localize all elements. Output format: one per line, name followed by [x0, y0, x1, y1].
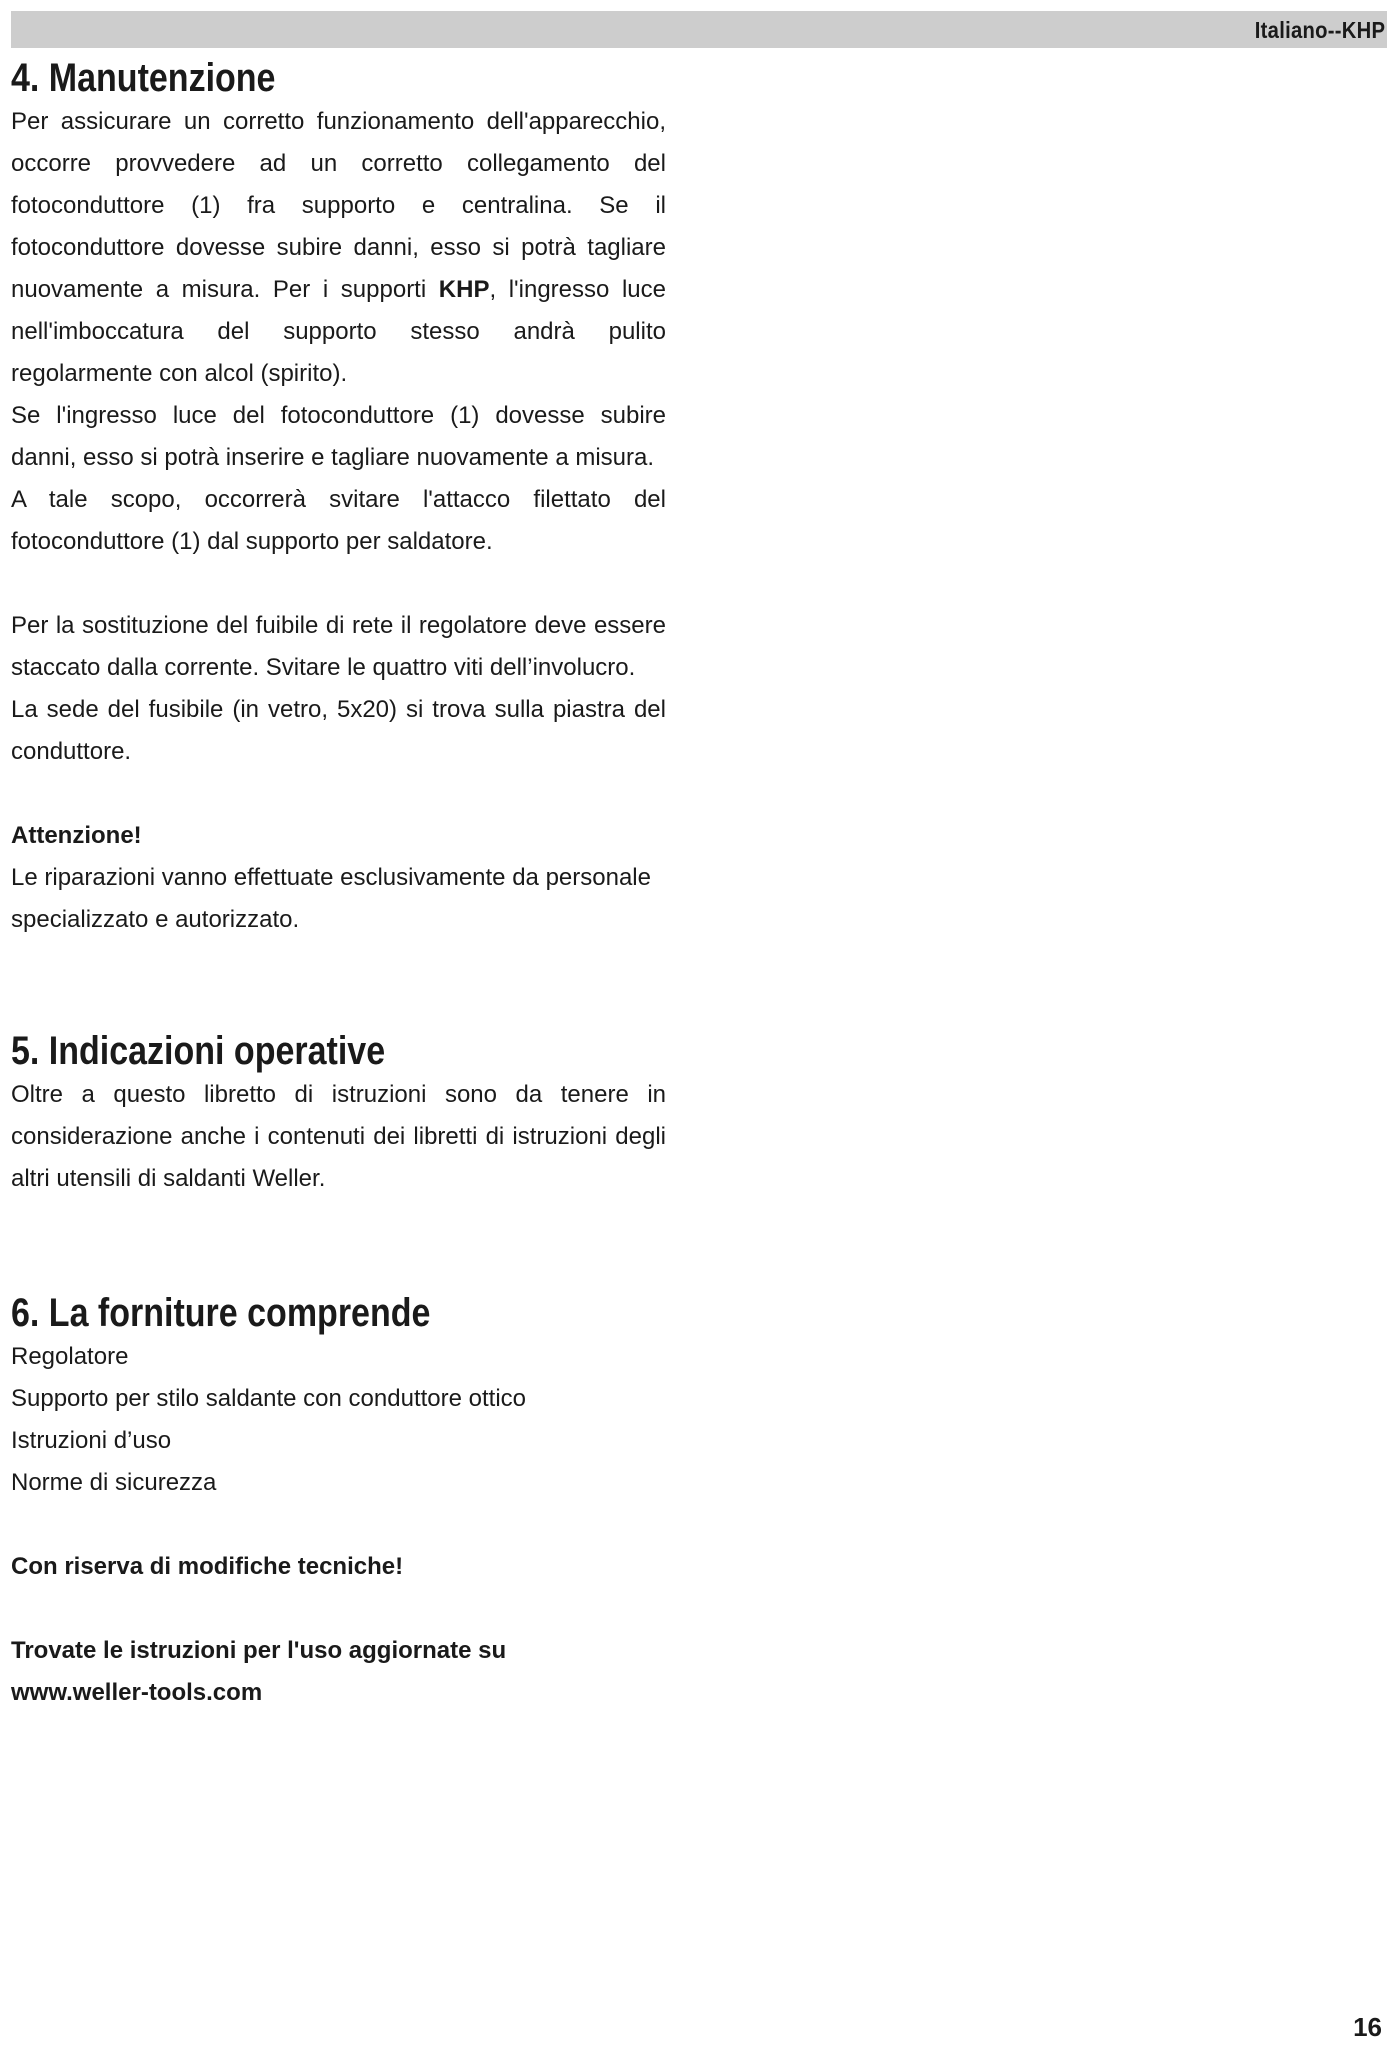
fuse-paragraph-2: La sede del fusibile (in vetro, 5x20) si trova sulla piastra del conduttore.: [11, 696, 666, 765]
supply-item: Regolatore: [11, 1343, 129, 1370]
supply-item: Istruzioni d’uso: [11, 1427, 172, 1454]
supply-list: [11, 1336, 666, 1504]
section-4-title: 4. Manutenzione: [11, 56, 276, 100]
page-content: [11, 58, 666, 1714]
fuse-paragraph-1: Per la sostituzione del fuibile di rete il regolatore deve essere staccato dalla corrente. Svitare le quattro viti dell’involucro.: [11, 612, 666, 681]
operating-notes-text: Oltre a questo libretto di istruzioni sono da tenere in considerazione anche i contenuti dei libretti di istruzioni degli altri utensili di saldanti Weller.: [11, 1081, 666, 1192]
updated-instructions-notice: Trovate le istruzioni per l'uso aggiornate su: [11, 1637, 507, 1664]
supply-item: Norme di sicurezza: [11, 1469, 217, 1496]
header-bar: [11, 11, 1387, 48]
page-number: 16: [1353, 2012, 1382, 2042]
maintenance-paragraph-1: [11, 101, 666, 395]
maintenance-paragraph-2: Se l'ingresso luce del fotoconduttore (1) dovesse subire danni, esso si potrà inserire e tagliare nuovamente a misura.: [11, 402, 666, 471]
khp-term: KHP: [438, 276, 490, 303]
maintenance-text-a: Per assicurare un corretto funzionamento dell'apparecchio, occorre provvedere ad un corretto collegamento del fotoconduttore (1) fra supporto e centralina. Se il fotoconduttore dovesse subire danni, esso si potrà tagliare nuovamente a misura. Per i supporti: [11, 108, 666, 303]
website-link[interactable]: www.weller-tools.com: [11, 1679, 263, 1706]
maintenance-text-b: , l'ingresso luce nell'imboccatura del supporto stesso andrà pulito regolarmente con alcol (spirito).: [11, 276, 666, 387]
maintenance-paragraph-3: A tale scopo, occorrerà svitare l'attacco filettato del fotoconduttore (1) dal supporto per saldatore.: [11, 486, 666, 555]
attention-heading: Attenzione!: [11, 822, 142, 849]
section-6-title: 6. La forniture comprende: [11, 1291, 431, 1335]
technical-changes-notice: Con riserva di modifiche tecniche!: [11, 1553, 404, 1580]
attention-text: Le riparazioni vanno effettuate esclusivamente da personale specializzato e autorizzato.: [11, 864, 651, 933]
supply-item: Supporto per stilo saldante con conduttore ottico: [11, 1385, 526, 1412]
language-label: Italiano--KHP: [1254, 17, 1385, 43]
section-5-title: 5. Indicazioni operative: [11, 1029, 386, 1073]
